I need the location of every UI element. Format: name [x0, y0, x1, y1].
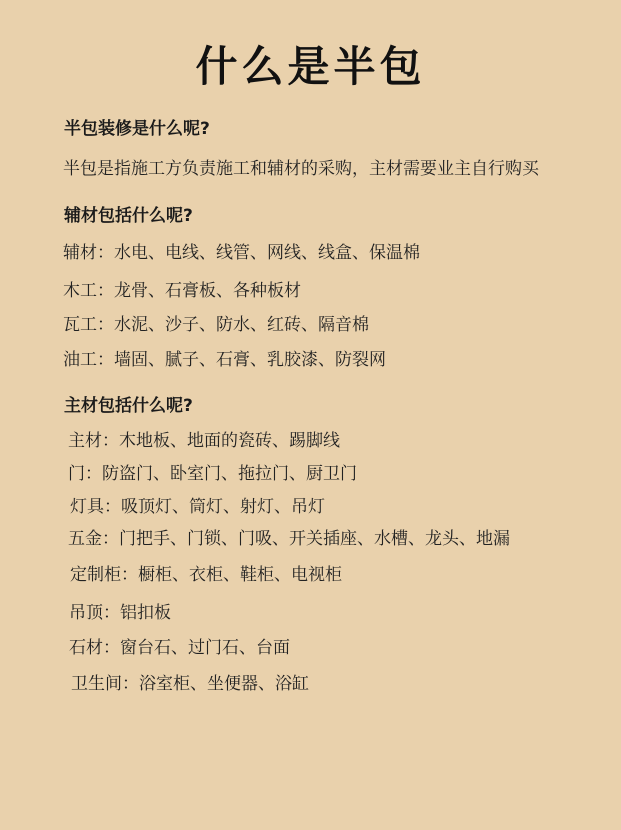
auxiliary-item: 瓦工：水泥、沙子、防水、红砖、隔音棉 — [63, 315, 369, 335]
page-title: 什么是半包 — [195, 42, 426, 91]
main-material-item: 石材：窗台石、过门石、台面 — [69, 638, 290, 658]
section-heading-half-package: 半包装修是什么呢? — [64, 119, 210, 139]
main-material-item: 五金：门把手、门锁、门吸、开关插座、水槽、龙头、地漏 — [68, 529, 510, 549]
main-material-item: 灯具：吸顶灯、筒灯、射灯、吊灯 — [70, 497, 325, 517]
section-heading-auxiliary-materials: 辅材包括什么呢? — [64, 206, 193, 226]
main-material-item: 吊顶：铝扣板 — [69, 603, 171, 623]
main-material-item: 定制柜：橱柜、衣柜、鞋柜、电视柜 — [70, 565, 342, 585]
auxiliary-item: 油工：墙固、腻子、石膏、乳胶漆、防裂网 — [63, 350, 386, 370]
section-heading-main-materials: 主材包括什么呢? — [64, 396, 193, 416]
main-material-item: 卫生间：浴室柜、坐便器、浴缸 — [71, 674, 309, 694]
auxiliary-item: 木工：龙骨、石膏板、各种板材 — [63, 281, 301, 301]
auxiliary-item: 辅材：水电、电线、线管、网线、线盒、保温棉 — [63, 243, 420, 263]
main-material-item: 门：防盗门、卧室门、拖拉门、厨卫门 — [68, 464, 357, 484]
main-material-item: 主材：木地板、地面的瓷砖、踢脚线 — [68, 431, 340, 451]
half-package-definition: 半包是指施工方负责施工和辅材的采购，主材需要业主自行购买 — [63, 159, 539, 179]
